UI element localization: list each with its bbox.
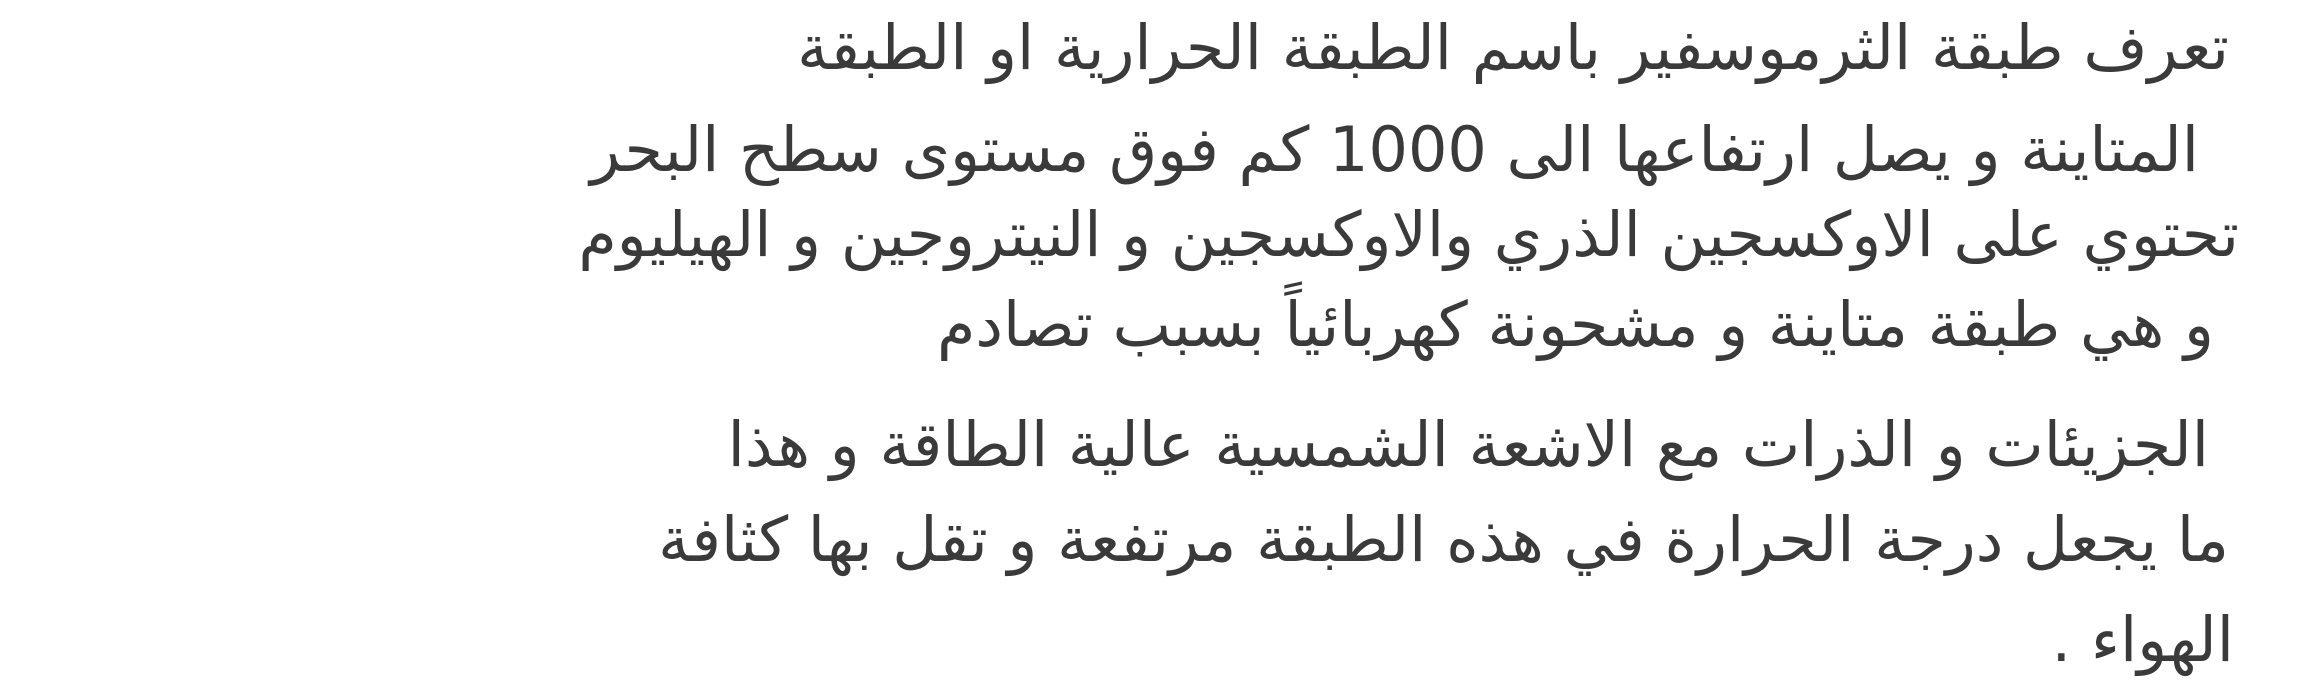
text-line-4: و هي طبقة متاينة و مشحونة كهربائياً بسبب تصادم (936, 288, 2214, 361)
text-line-2: المتاينة و يصل ارتفاعها الى 1000 كم فوق مستوى سطح البحر (590, 113, 2199, 186)
text-line-3: تحتوي على الاوكسجين الذري والاوكسجين و النيتروجين و الهيليوم (578, 198, 2239, 271)
text-line-6: ما يجعل درجة الحرارة في هذه الطبقة مرتفعة و تقل بها كثافة (658, 503, 2229, 576)
text-line-5: الجزيئات و الذرات مع الاشعة الشمسية عالية الطاقة و هذا (727, 408, 2209, 481)
text-line-7: الهواء . (2051, 603, 2234, 676)
text-line-1: تعرف طبقة الثرموسفير باسم الطبقة الحرارية او الطبقة (797, 11, 2229, 84)
